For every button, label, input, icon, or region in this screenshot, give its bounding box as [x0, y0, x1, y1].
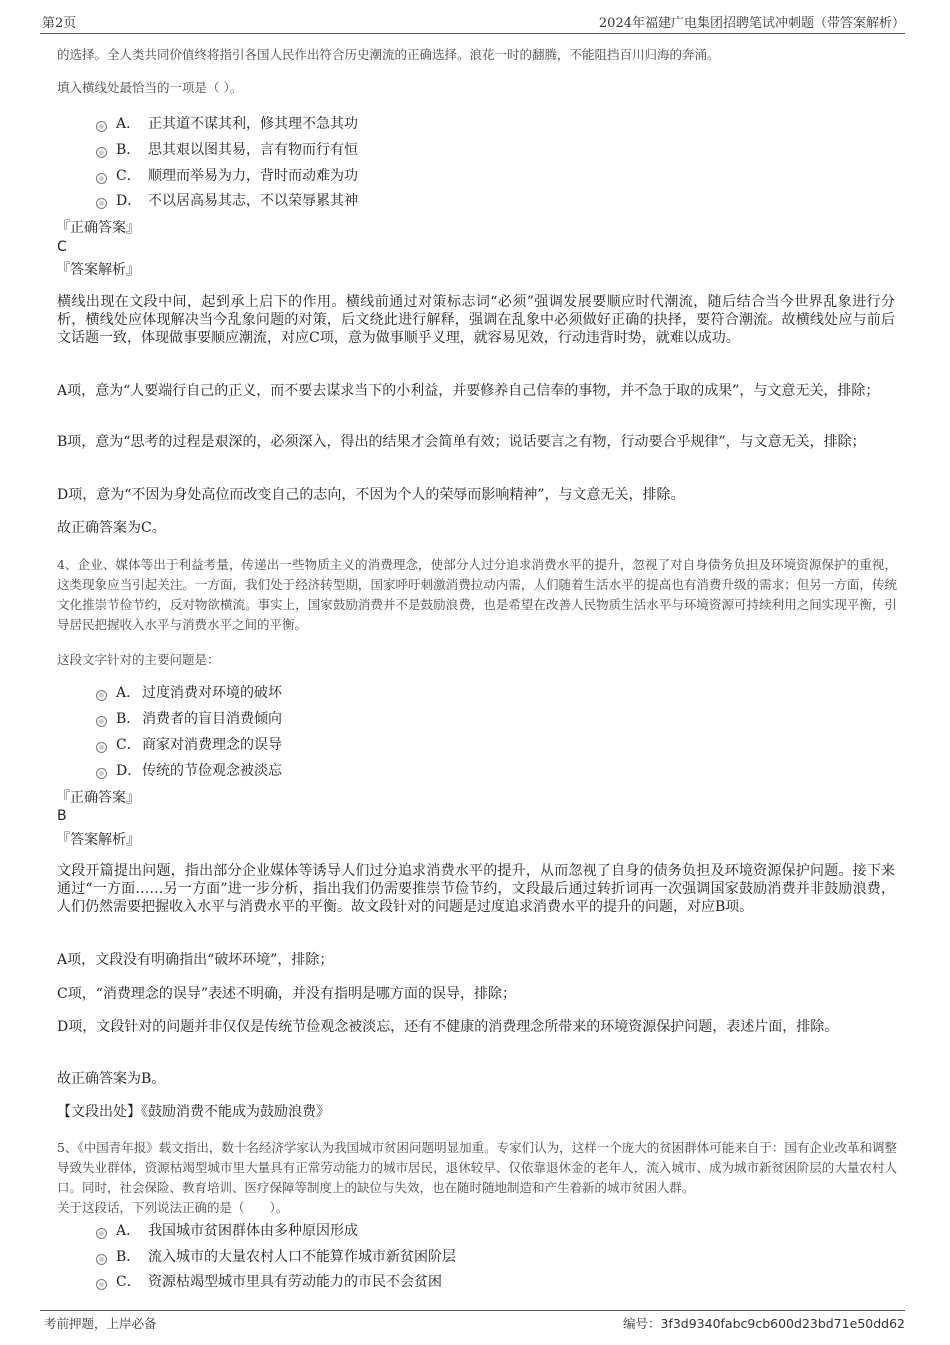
radio-icon[interactable]	[96, 742, 107, 753]
q3-option-b[interactable]	[96, 140, 358, 160]
q4-source: 【文段出处】《鼓励消费不能成为鼓励浪费》	[57, 1104, 330, 1120]
q3-answer: C	[57, 239, 67, 255]
radio-icon[interactable]	[96, 147, 107, 158]
q3-stem-tail: 的选择。全人类共同价值终将指引各国人民作出符合历史潮流的正确选择。浪花一时的翻腾，不能阻挡百川归海的奔涌。	[57, 47, 720, 62]
q3-analysis-d: D项，意为“不因为身处高位而改变自己的志向，不因为个人的荣辱而影响精神”，与文意无关，排除。	[57, 487, 685, 503]
code-value: 3f3d9340fabc9cb600d23bd71e50dd62	[660, 1316, 905, 1331]
q5-stem: 5、《中国青年报》载文指出，数十名经济学家认为我国城市贫困问题明显加重。专家们认为，这样一个庞大的贫困群体可能来自于：国有企业改革和调整导致失业群体，资源枯竭型城市里大量具有正常劳动能力的城市居民，退休较早、仅依靠退休金的老年人，流入城市、成为城市新贫困阶层的大量农村人口。同时，社会保险、教育培训、医疗保障等制度上的缺位与失效，也在随时随地制造和产生着新的城市贫困人群。	[57, 1140, 897, 1195]
q4-option-c[interactable]	[96, 735, 282, 755]
option-text: 我国城市贫困群体由多种原因形成	[148, 1223, 358, 1239]
document-code	[623, 1314, 905, 1332]
radio-icon[interactable]	[96, 121, 107, 132]
q3-analysis-main: 横线出现在文段中间，起到承上启下的作用。横线前通过对策标志词“必须”强调发展要顺应时代潮流，随后结合当今世界乱象进行分析，横线处应体现解决当今乱象问题的对策，后文绕此进行解释，强调在乱象中必须做好正确的抉择，要符合潮流。故横线处应与前后文话题一致，体现做事要顺应潮流，对应C项，意为做事顺乎义理，就容易见效，行动违背时势，就难以成功。	[57, 294, 895, 346]
q3-option-a[interactable]	[96, 114, 358, 134]
q4-analysis-main: 文段开篇提出问题，指出部分企业媒体等诱导人们过分追求消费水平的提升，从而忽视了自身的债务负担及环境资源保护问题。接下来通过“一方面……另一方面”进一步分析，指出我们仍需要推崇节俭节约，文段最后通过转折词再一次强调国家鼓励消费并非鼓励浪费，人们仍然需要把握收入水平与消费水平的平衡。故文段针对的问题是过度追求消费水平的提升的问题，对应B项。	[57, 863, 895, 915]
option-text: 资源枯竭型城市里具有劳动能力的市民不会贫困	[148, 1274, 442, 1290]
option-letter: A．	[116, 1223, 141, 1239]
document-title: 2024年福建广电集团招聘笔试冲刺题（带答案解析）	[598, 16, 905, 31]
q3-analysis-a: A项，意为“人要端行自己的正义，而不要去谋求当下的小利益，并要修养自己信奉的事物，并不急于取的成果”，与文意无关，排除；	[57, 383, 880, 399]
q3-analysis-b: B项，意为“思考的过程是艰深的，必须深入，得出的结果才会简单有效；说话要言之有物，行动要合乎规律”，与文意无关，排除；	[57, 434, 866, 450]
q5-option-c[interactable]	[96, 1272, 442, 1292]
option-text: 过度消费对环境的破坏	[142, 685, 282, 701]
option-letter: B．	[116, 711, 141, 727]
option-letter: C．	[116, 737, 141, 753]
q4-conclusion: 故正确答案为B。	[57, 1071, 166, 1087]
q3-prompt: 填入横线处最恰当的一项是（ ）。	[57, 80, 243, 95]
option-letter: A．	[116, 685, 141, 701]
footer-slogan: 考前押题，上岸必备	[44, 1316, 157, 1331]
option-text: 思其艰以图其易，言有物而行有恒	[148, 142, 358, 158]
option-text: 正其道不谋其利，修其理不急其功	[148, 116, 358, 132]
option-letter: D．	[116, 193, 142, 209]
q3-option-c[interactable]	[96, 166, 358, 186]
radio-icon[interactable]	[96, 716, 107, 727]
q5-option-a[interactable]	[96, 1221, 358, 1241]
q3-option-d[interactable]	[96, 191, 358, 211]
option-text: 传统的节俭观念被淡忘	[142, 763, 282, 779]
q4-option-a[interactable]	[96, 683, 282, 703]
option-text: 消费者的盲目消费倾向	[142, 711, 282, 727]
q4-answer-label: 『正确答案』	[56, 790, 140, 806]
option-letter: A．	[116, 116, 141, 132]
radio-icon[interactable]	[96, 1228, 107, 1239]
option-letter: C．	[116, 1274, 141, 1290]
q4-analysis-label: 『答案解析』	[56, 832, 140, 848]
q4-option-b[interactable]	[96, 709, 282, 729]
radio-icon[interactable]	[96, 173, 107, 184]
option-text: 商家对消费理念的误导	[142, 737, 282, 753]
q4-prompt: 这段文字针对的主要问题是：	[57, 652, 220, 667]
q4-analysis-d: D项，文段针对的问题并非仅仅是传统节俭观念被淡忘，还有不健康的消费理念所带来的环境资源保护问题，表述片面，排除。	[57, 1019, 839, 1035]
q3-analysis-label: 『答案解析』	[56, 262, 140, 278]
radio-icon[interactable]	[96, 768, 107, 779]
q4-analysis-a: A项，文段没有明确指出“破坏环境”，排除；	[57, 952, 334, 968]
option-letter: D．	[116, 763, 142, 779]
radio-icon[interactable]	[96, 1254, 107, 1265]
footer-divider	[40, 1310, 905, 1311]
header-divider	[40, 33, 905, 34]
option-text: 不以居高易其志，不以荣辱累其神	[148, 193, 358, 209]
option-text: 顺理而举易为力，背时而动难为功	[148, 168, 358, 184]
page-number: 第2页	[42, 16, 77, 31]
q5-option-b[interactable]	[96, 1247, 456, 1267]
q3-conclusion: 故正确答案为C。	[57, 520, 166, 536]
q5-prompt: 关于这段话，下列说法正确的是（ ）。	[57, 1200, 289, 1215]
radio-icon[interactable]	[96, 690, 107, 701]
code-label: 编号：	[622, 1316, 661, 1331]
q4-stem: 4、企业、媒体等出于利益考量，传递出一些物质主义的消费理念，使部分人过分追求消费水平的提升，忽视了对自身债务负担及环境资源保护的重视，这类现象应当引起关注。一方面，我们处于经济转型期，国家呼吁刺激消费拉动内需，人们随着生活水平的提高也有消费升级的需求；但另一方面，传统文化推崇节俭节约，反对物欲横流。事实上，国家鼓励消费并不是鼓励浪费，也是希望在改善人民物质生活水平与环境资源可持续利用之间实现平衡，引导居民把握收入水平与消费水平之间的平衡。	[57, 557, 897, 632]
q3-answer-label: 『正确答案』	[56, 220, 140, 236]
radio-icon[interactable]	[96, 1279, 107, 1290]
radio-icon[interactable]	[96, 198, 107, 209]
q4-answer: B	[57, 808, 67, 824]
option-text: 流入城市的大量农村人口不能算作城市新贫困阶层	[148, 1249, 456, 1265]
option-letter: B．	[116, 142, 141, 158]
q4-option-d[interactable]	[96, 761, 282, 781]
option-letter: C．	[116, 168, 141, 184]
option-letter: B．	[116, 1249, 141, 1265]
q4-analysis-c: C项，“消费理念的误导”表述不明确，并没有指明是哪方面的误导，排除；	[57, 986, 517, 1002]
